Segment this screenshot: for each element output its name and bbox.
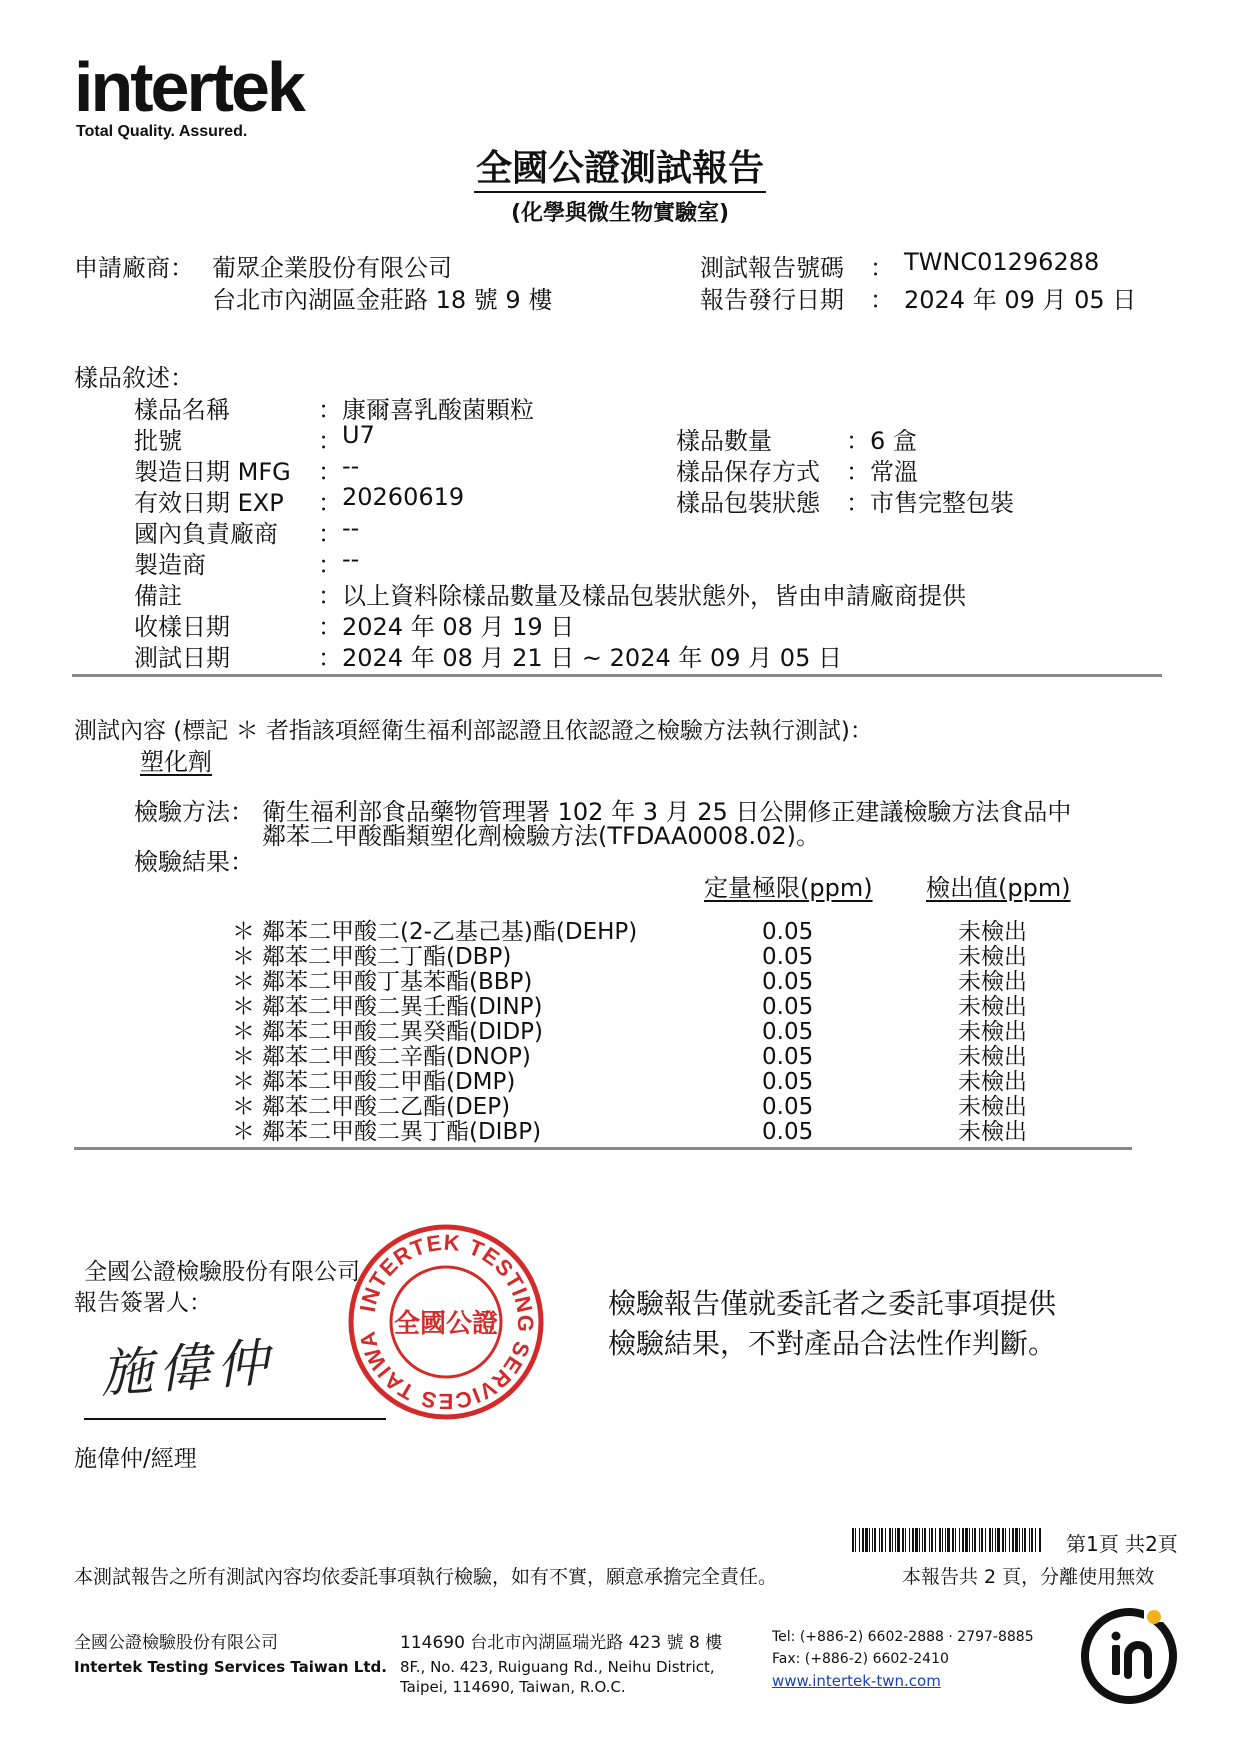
sample-field-value: 6 盒 [870,427,917,455]
sample-field-label: 備註 [134,582,182,610]
report-number: TWNC01296288 [904,248,1100,276]
barcode-bar [947,1528,950,1552]
accredited-mark: ＊ [232,919,255,945]
analyte-result: 未檢出 [958,1019,1027,1045]
barcode-bar [1031,1528,1033,1552]
barcode-bar [939,1528,941,1552]
sample-field-colon: ： [318,427,342,455]
applicant-name: 葡眾企業股份有限公司 [212,254,452,282]
sample-field-colon: ： [318,520,342,548]
sample-field-value: 常溫 [870,458,918,486]
report-title-text: 全國公證測試報告 [474,148,766,193]
sample-field-label: 有效日期 EXP [134,489,284,517]
barcode-bar [952,1528,954,1552]
sample-field-label: 製造日期 MFG [134,458,291,486]
barcode-bar [1012,1528,1014,1552]
sample-field-colon: ： [318,551,342,579]
intertek-logo: intertek [74,48,303,126]
analyte-result: 未檢出 [958,1119,1027,1145]
accredited-mark: ＊ [232,1094,255,1120]
barcode-bar [869,1528,870,1552]
analyte-loq: 0.05 [762,1044,814,1070]
method-label: 檢驗方法： [134,798,254,826]
analyte-name: 鄰苯二甲酸二異壬酯(DINP) [262,994,543,1020]
analyte-name: 鄰苯二甲酸二(2-乙基己基)酯(DEHP) [262,919,638,945]
barcode-bar [909,1528,910,1552]
analyte-loq: 0.05 [762,994,814,1020]
report-subtitle: (化學與微生物實驗室) [510,201,730,226]
barcode-bar [992,1528,993,1552]
company-seal [346,1222,546,1422]
sample-field-value: -- [342,514,360,542]
footer-address-en-2: Taipei, 114690, Taiwan, R.O.C. [400,1678,626,1696]
page-info: 第1頁 共2頁 [1066,1532,1178,1556]
accredited-mark: ＊ [232,1019,255,1045]
sample-field-colon: ： [318,396,342,424]
analyte-name: 鄰苯二甲酸二乙酯(DEP) [262,1094,511,1120]
accredited-mark: ＊ [232,1069,255,1095]
company-seal-graphic [346,1222,546,1422]
barcode-bar [1019,1528,1020,1552]
report-date: 2024 年 09 月 05 日 [904,286,1137,314]
sample-field-value: U7 [342,421,375,449]
signer-name: 施偉仲/經理 [74,1446,197,1472]
sample-field-label: 樣品保存方式 [676,458,820,486]
sample-field-value: 康爾喜乳酸菌顆粒 [342,396,534,424]
sample-field-value: 20260619 [342,483,465,511]
accredited-mark: ＊ [232,1044,255,1070]
barcode-bar [989,1528,991,1552]
method-line-1: 衛生福利部食品藥物管理署 102 年 3 月 25 日公開修正建議檢驗方法食品中 [262,798,1072,826]
barcode-bar [942,1528,943,1552]
logo-tagline: Total Quality. Assured. [76,123,248,140]
sample-heading: 樣品敘述： [74,364,194,392]
barcode-bar [1005,1528,1006,1552]
footer-company-zh: 全國公證檢驗股份有限公司 [74,1633,278,1653]
analyte-loq: 0.05 [762,944,814,970]
analyte-loq: 0.05 [762,1069,814,1095]
barcode-bar [955,1528,956,1552]
footer-address-zh: 114690 台北市內湖區瑞光路 423 號 8 樓 [400,1633,723,1653]
column-header-result: 檢出值(ppm) [926,874,1071,902]
sample-field-value: -- [342,545,360,573]
footer-company-en: Intertek Testing Services Taiwan Ltd. [74,1658,387,1676]
barcode-bar [959,1528,960,1552]
table-bottom-rule [74,1147,1132,1150]
analyte-result: 未檢出 [958,919,1027,945]
barcode-bar [929,1528,930,1552]
sample-field-colon: ： [318,644,342,672]
barcode-bar [924,1528,926,1552]
report-number-label: 測試報告號碼 [700,254,844,282]
analyte-result: 未檢出 [958,1094,1027,1120]
analyte-name: 鄰苯二甲酸二異癸酯(DIDP) [262,1019,544,1045]
barcode-bar [981,1528,983,1552]
barcode-bar [859,1528,860,1552]
barcode-bar [919,1528,920,1552]
disclaimer-line-1: 檢驗報告僅就委託者之委託事項提供 [608,1287,1057,1320]
analyte-loq: 0.05 [762,1094,814,1120]
applicant-address: 台北市內湖區金莊路 18 號 9 樓 [212,286,553,314]
badge-dot [1147,1610,1161,1624]
accredited-mark: ＊ [232,994,255,1020]
test-content-heading: 測試內容 (標記 ＊ 者指該項經衛生福利部認證且依認證之檢驗方法執行測試)： [74,718,873,744]
barcode-bar [862,1528,864,1552]
barcode-bar [1035,1528,1036,1552]
sample-field-colon: ： [846,458,870,486]
barcode-bar [962,1528,964,1552]
sample-field-value: 以上資料除樣品數量及樣品包裝狀態外，皆由申請廠商提供 [342,582,966,610]
disclaimer-line-2: 檢驗結果，不對產品合法性作判斷。 [608,1327,1057,1360]
barcode-bar [897,1528,900,1552]
barcode-bar [972,1528,973,1552]
badge-letter-i [1112,1645,1120,1675]
sample-field-colon: ： [318,458,342,486]
report-date-label: 報告發行日期 [700,286,844,314]
barcode-bar [912,1528,914,1552]
barcode-bar [1002,1528,1004,1552]
sample-field-label: 測試日期 [134,644,230,672]
analyte-result: 未檢出 [958,969,1027,995]
barcode-bar [872,1528,873,1552]
barcode-bar [852,1528,854,1552]
intertek-in-badge-icon [1078,1605,1180,1707]
column-header-loq: 定量極限(ppm) [704,874,873,902]
barcode-bar [945,1528,946,1552]
analyte-name: 鄰苯二甲酸二甲酯(DMP) [262,1069,516,1095]
sample-field-value: -- [342,452,360,480]
signature-line [84,1418,386,1420]
barcode-bar [935,1528,936,1552]
seal-ring-text: INTERTEK TESTING SERVICES TAIWA [354,1229,539,1415]
analyte-name: 鄰苯二甲酸二異丁酯(DIBP) [262,1119,542,1145]
analyte-name: 鄰苯二甲酸二辛酯(DNOP) [262,1044,531,1070]
sample-field-colon: ： [846,489,870,517]
applicant-label: 申請廠商： [74,254,194,282]
result-label: 檢驗結果： [134,848,254,876]
barcode-bar [885,1528,886,1552]
test-category: 塑化劑 [140,748,212,776]
barcode-icon [852,1528,1042,1552]
signing-company: 全國公證檢驗股份有限公司 [84,1259,360,1285]
analyte-result: 未檢出 [958,944,1027,970]
sample-field-label: 國內負責廠商 [134,520,278,548]
footer-website-link[interactable]: www.intertek-twn.com [772,1672,941,1690]
barcode-bar [922,1528,923,1552]
barcode-bar [965,1528,968,1552]
badge-letter-i-dot [1112,1632,1121,1641]
barcode-bar [855,1528,856,1552]
sample-field-label: 樣品包裝狀態 [676,489,820,517]
barcode-bar [931,1528,933,1552]
total-pages-note: 本報告共 2 頁，分離使用無效 [902,1566,1155,1588]
analyte-loq: 0.05 [762,1119,814,1145]
footer-tel: Tel: (+886-2) 6602-2888 · 2797-8885 [772,1629,1034,1645]
accredited-mark: ＊ [232,1119,255,1145]
method-line-2: 鄰苯二甲酸酯類塑化劑檢驗方法(TFDAA0008.02)。 [262,822,820,850]
analyte-loq: 0.05 [762,919,814,945]
section-divider [72,674,1162,677]
analyte-result: 未檢出 [958,994,1027,1020]
barcode-bar [974,1528,976,1552]
handwritten-signature: 施偉仲 [98,1332,277,1405]
sample-field-value: 2024 年 08 月 19 日 [342,613,575,641]
analyte-loq: 0.05 [762,969,814,995]
barcode-bar [1015,1528,1018,1552]
footer-address-en-1: 8F., No. 423, Ruiguang Rd., Neihu District, [400,1658,715,1676]
barcode-bar [1022,1528,1023,1552]
barcode-bar [902,1528,904,1552]
signer-label: 報告簽署人： [74,1290,212,1316]
barcode-bar [1009,1528,1010,1552]
sample-field-label: 樣品數量 [676,427,772,455]
barcode-bar [879,1528,880,1552]
report-number-colon: ： [870,254,894,282]
sample-field-colon: ： [318,582,342,610]
seal-center-text: 全國公證 [393,1309,499,1339]
barcode-bar [979,1528,980,1552]
barcode-bar [865,1528,868,1552]
barcode-bar [997,1528,1000,1552]
sample-field-label: 製造商 [134,551,206,579]
analyte-name: 鄰苯二甲酸丁基苯酯(BBP) [262,969,533,995]
barcode-bar [1024,1528,1026,1552]
barcode-bar [889,1528,891,1552]
barcode-bar [985,1528,986,1552]
report-title [0,140,1240,191]
barcode-bar [969,1528,970,1552]
liability-statement: 本測試報告之所有測試內容均依委託事項執行檢驗，如有不實，願意承擔完全責任。 [74,1566,778,1588]
barcode-bar [874,1528,876,1552]
sample-field-value: 市售完整包裝 [870,489,1014,517]
report-date-colon: ： [870,286,894,314]
analyte-result: 未檢出 [958,1044,1027,1070]
sample-field-colon: ： [318,489,342,517]
barcode-bar [892,1528,893,1552]
analyte-name: 鄰苯二甲酸二丁酯(DBP) [262,944,512,970]
barcode-bar [905,1528,906,1552]
barcode-bar [895,1528,896,1552]
sample-field-value: 2024 年 08 月 21 日 ~ 2024 年 09 月 05 日 [342,644,842,672]
sample-field-label: 樣品名稱 [134,396,230,424]
sample-field-colon: ： [318,613,342,641]
barcode-bar [1039,1528,1041,1552]
barcode-bar [1029,1528,1030,1552]
accredited-mark: ＊ [232,969,255,995]
analyte-loq: 0.05 [762,1019,814,1045]
sample-field-label: 收樣日期 [134,613,230,641]
sample-field-colon: ： [846,427,870,455]
analyte-result: 未檢出 [958,1069,1027,1095]
barcode-bar [881,1528,883,1552]
footer-fax: Fax: (+886-2) 6602-2410 [772,1651,949,1667]
badge-letter-n [1128,1645,1148,1675]
barcode-bar [915,1528,918,1552]
accredited-mark: ＊ [232,944,255,970]
barcode-bar [995,1528,996,1552]
sample-field-label: 批號 [134,427,182,455]
